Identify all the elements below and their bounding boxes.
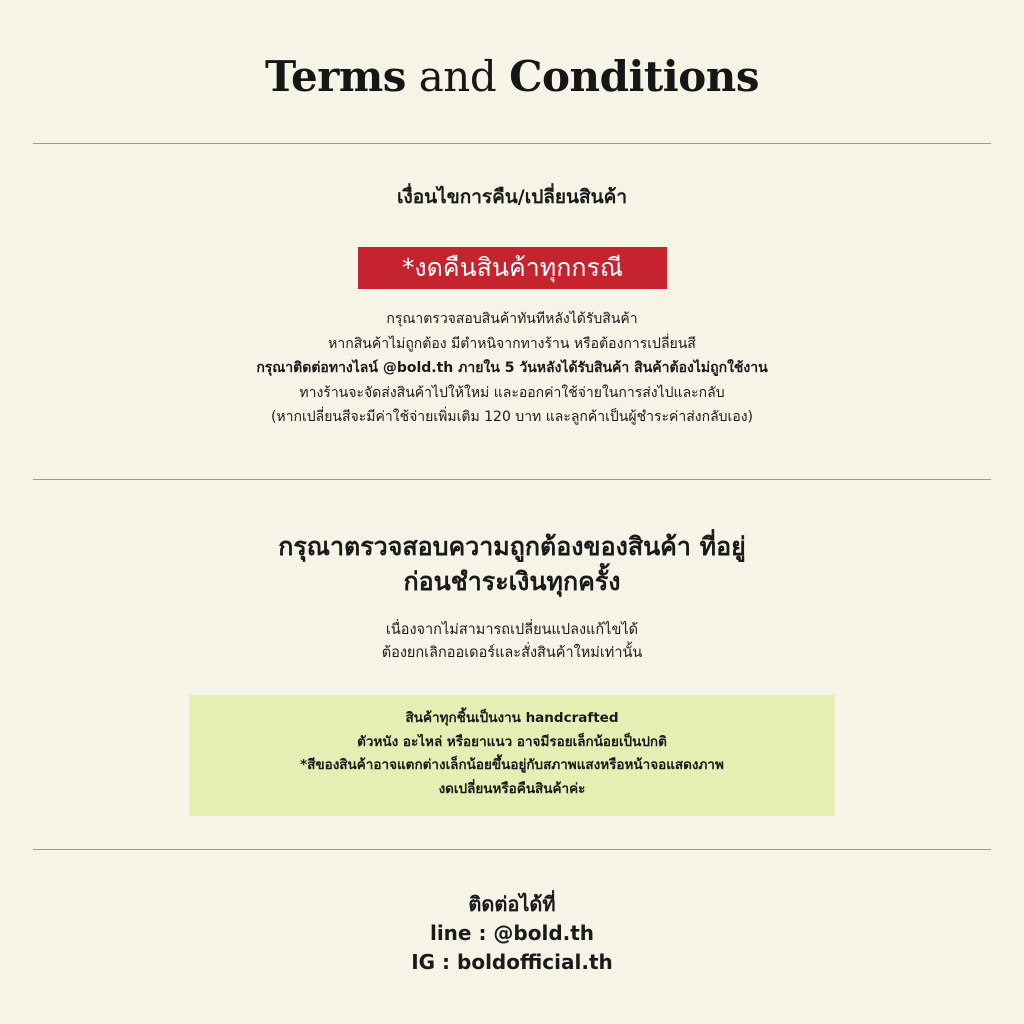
verify-subtext	[0, 619, 1024, 665]
note-line-2: ตัวหนัง อะไหล่ หรือยาแนว อาจมีรอยเล็กน้อยเป็นปกติ	[357, 733, 667, 750]
contact-line-id: line : @bold.th	[429, 921, 595, 945]
returns-line-2: หากสินค้าไม่ถูกต้อง มีตำหนิจากทางร้าน หรือต้องการเปลี่ยนสี	[328, 335, 696, 352]
contact-block	[0, 890, 1024, 977]
divider-top	[33, 143, 991, 144]
title-word-conditions: Conditions	[509, 52, 759, 101]
note-line-3: *สีของสินค้าอาจแตกต่างเล็กน้อยขึ้นอยู่กับสภาพแสงหรือหน้าจอแสดงภาพ	[300, 757, 724, 773]
returns-body	[0, 307, 1024, 430]
divider-bottom	[33, 849, 991, 850]
divider-middle	[33, 479, 991, 480]
page-title	[0, 52, 1024, 101]
verify-sub-line-1: เนื่องจากไม่สามารถเปลี่ยนแปลงแก้ไขได้	[385, 622, 639, 638]
note-line-1: สินค้าทุกชิ้นเป็นงาน handcrafted	[405, 710, 619, 726]
returns-heading: เงื่อนไขการคืน/เปลี่ยนสินค้า	[396, 186, 627, 208]
verify-heading-line-2: ก่อนชำระเงินทุกครั้ง	[403, 567, 621, 596]
verify-heading	[0, 529, 1024, 599]
handcrafted-note-box	[189, 695, 835, 816]
contact-heading: ติดต่อได้ที่	[468, 892, 556, 916]
note-line-4: งดเปลี่ยนหรือคืนสินค้าค่ะ	[438, 780, 586, 797]
returns-line-4: ทางร้านจะจัดส่งสินค้าไปให้ใหม่ และออกค่าใช้จ่ายในการส่งไปและกลับ	[299, 384, 725, 401]
verify-heading-line-1: กรุณาตรวจสอบความถูกต้องของสินค้า ที่อยู่	[278, 532, 746, 561]
verify-sub-line-2: ต้องยกเลิกออเดอร์และสั่งสินค้าใหม่เท่านั้น	[381, 645, 643, 661]
title-word-and: and	[418, 52, 497, 101]
contact-ig-handle: IG : boldofficial.th	[411, 950, 613, 974]
returns-line-1: กรุณาตรวจสอบสินค้าทันทีหลังได้รับสินค้า	[386, 311, 638, 327]
title-word-terms: Terms	[265, 52, 406, 101]
returns-line-3: กรุณาติดต่อทางไลน์ @bold.th ภายใน 5 วันหลังได้รับสินค้า สินค้าต้องไม่ถูกใช้งาน	[256, 360, 768, 376]
returns-line-5: (หากเปลี่ยนสีจะมีค่าใช้จ่ายเพิ่มเติม 120 บาท และลูกค้าเป็นผู้ชำระค่าส่งกลับเอง)	[270, 409, 754, 425]
no-return-badge: *งดคืนสินค้าทุกกรณี	[358, 247, 667, 289]
